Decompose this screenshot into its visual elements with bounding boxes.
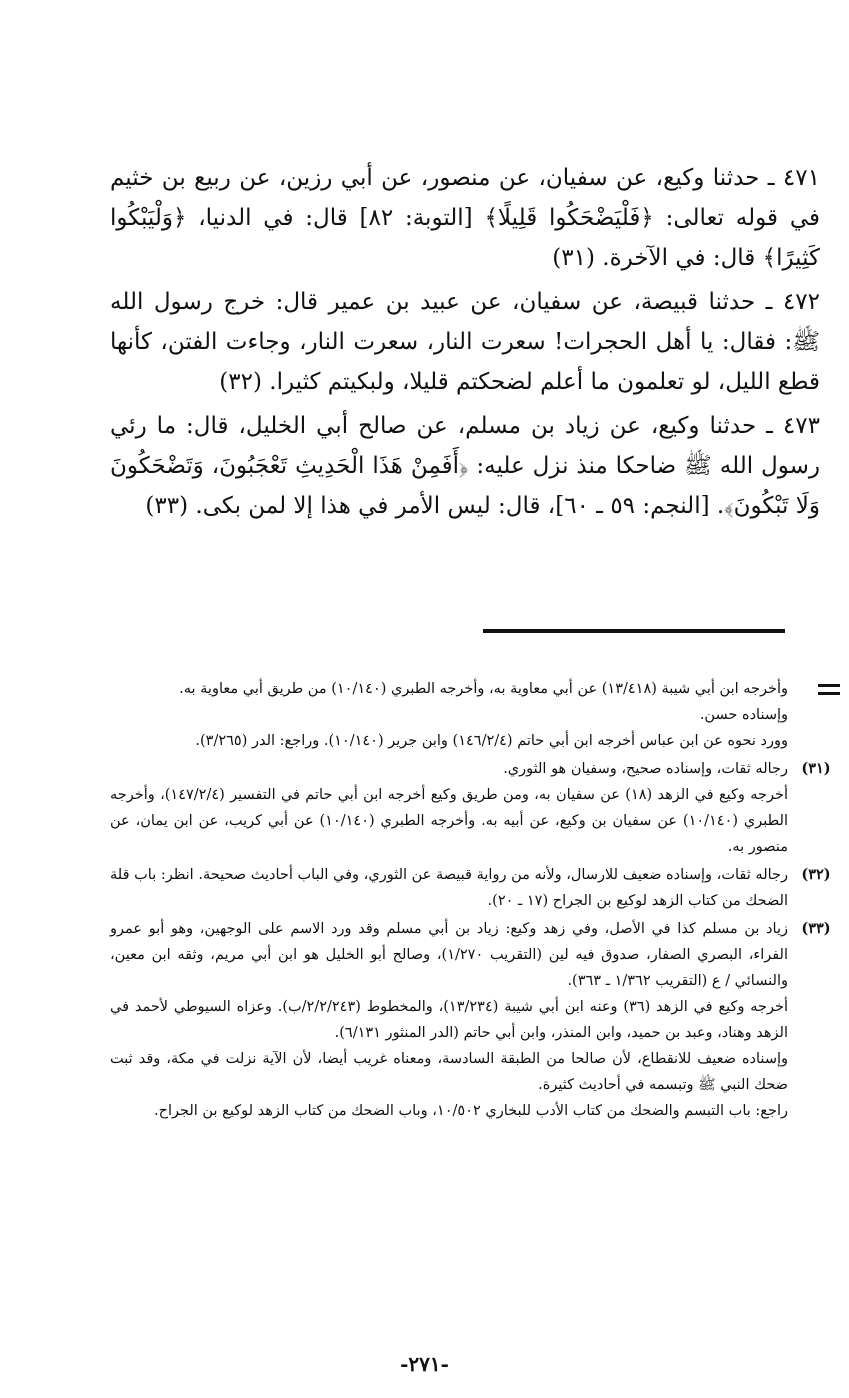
footnote-separator: [483, 629, 785, 633]
hadith-472: ٤٧٢ ـ حدثنا قبيصة، عن سفيان، عن عبيد بن عمير قال: خرج رسول الله ﷺ: فقال: يا أهل الحجرات! سعرت النار، سعرت النار، وجاءت الفتن، كأنها قطع الليل، لو تعلمون ما أعلم لضحكتم قليلا، ولبكيتم كثيرا. (٣٢): [110, 289, 820, 395]
main-text: [110, 158, 820, 530]
footnote-line: زياد بن مسلم كذا في الأصل، وفي زهد وكيع: زياد بن أبي مسلم وقد ورد الاسم على الوجهين، وهو أبو عمرو الفراء، البصري الصفار، صدوق فيه لين (التقريب ١/٢٧٠)، وصالح أبو الخليل هو ابن أبي مريم، وثقه ابن معين، والنسائي / ع (التقريب ١/٣٦٢ ـ ٣٦٣).: [110, 921, 789, 989]
footnote-number: (٣٣): [801, 920, 831, 937]
footnotes: [110, 676, 831, 1126]
footnote-line: رجاله ثقات، وإسناده صحيح، وسفيان هو الثوري.: [503, 761, 788, 777]
continuation-mark-icon: [818, 684, 840, 700]
hadith-471: ٤٧١ ـ حدثنا وكيع، عن سفيان، عن منصور، عن أبي رزين، عن ربيع بن خثيم في قوله تعالى: ﴿فَلْيَضْحَكُوا قَلِيلًا﴾ [التوبة: ٨٢] قال: في الدنيا، ﴿وَلْيَبْكُوا كَثِيرًا﴾ قال: في الآخرة. (٣١): [110, 165, 820, 271]
footnote-line: أخرجه وكيع في الزهد (١٨) عن سفيان به، ومن طريق وكيع أخرجه ابن أبي حاتم في التفسير (١٤٧/٢/٤)، وأخرجه الطبري (١٠/١٤٠) عن سفيان بن وكيع، عن أبيه به. وأخرجه الطبري (١٠/١٤٠) عن أبي كريب، عن ابن يمان، عن منصور به.: [110, 787, 789, 855]
footnote-number: (٣٢): [801, 866, 831, 883]
footnote-line: أخرجه وكيع في الزهد (٣٦) وعنه ابن أبي شيبة (١٣/٢٣٤)، والمخطوط (٢/٢/٢٤٣/ب). وعزاه السيوطي لأحمد في الزهد وهناد، وعبد بن حميد، وابن المنذر، وابن أبي حاتم (الدر المنثور ٦/١٣١).: [110, 999, 789, 1041]
footnote-line: وأخرجه ابن أبي شيبة (١٣/٤١٨) عن أبي معاوية به، وأخرجه الطبري (١٠/١٤٠) من طريق أبي معاوية به.: [179, 681, 788, 697]
hadith-473: ٤٧٣ ـ حدثنا وكيع، عن زياد بن مسلم، عن صالح أبي الخليل، قال: ما رئي رسول الله ﷺ ضاحكا منذ نزل عليه: ﴿أَفَمِنْ هَذَا الْحَدِيثِ تَعْجَبُونَ، وَتَضْحَكُونَ وَلَا تَبْكُونَ﴾. [النجم: ٥٩ ـ ٦٠]، قال: ليس الأمر في هذا إلا لمن بكى. (٣٣): [110, 413, 820, 519]
footnote-line: وورد نحوه عن ابن عباس أخرجه ابن أبي حاتم (١٤٦/٢/٤) وابن جرير (١٠/١٤٠). وراجع: الدر (٣/٢٦٥).: [195, 733, 788, 749]
footnote-continuation: [110, 676, 788, 754]
footnote-line: وإسناده ضعيف للانقطاع، لأن صالحا من الطبقة السادسة، ومعناه غريب أيضا، لأن الآية نزلت في مكة، وقد ثبت ضحك النبي ﷺ وتبسمه في أحاديث كثيرة.: [110, 1051, 788, 1093]
footnote-line: راجع: باب التبسم والضحك من كتاب الأدب للبخاري ١٠/٥٠٢، وباب الضحك من كتاب الزهد لوكيع بن الجراح.: [154, 1103, 788, 1119]
footnote-32: [110, 862, 831, 914]
footnote-line: رجاله ثقات، وإسناده ضعيف للارسال، ولأنه من رواية قبيصة عن الثوري، وفي الباب أحاديث صحيحة. انظر: باب قلة الضحك من كتاب الزهد لوكيع بن الجراح (١٧ ـ ٢٠).: [110, 867, 788, 909]
footnote-number: (٣١): [801, 760, 831, 777]
footnote-33: [110, 916, 831, 1124]
page-number: -٢٧١-: [400, 1352, 449, 1376]
footnote-31: [110, 756, 831, 860]
footnote-line: وإسناده حسن.: [699, 707, 788, 723]
